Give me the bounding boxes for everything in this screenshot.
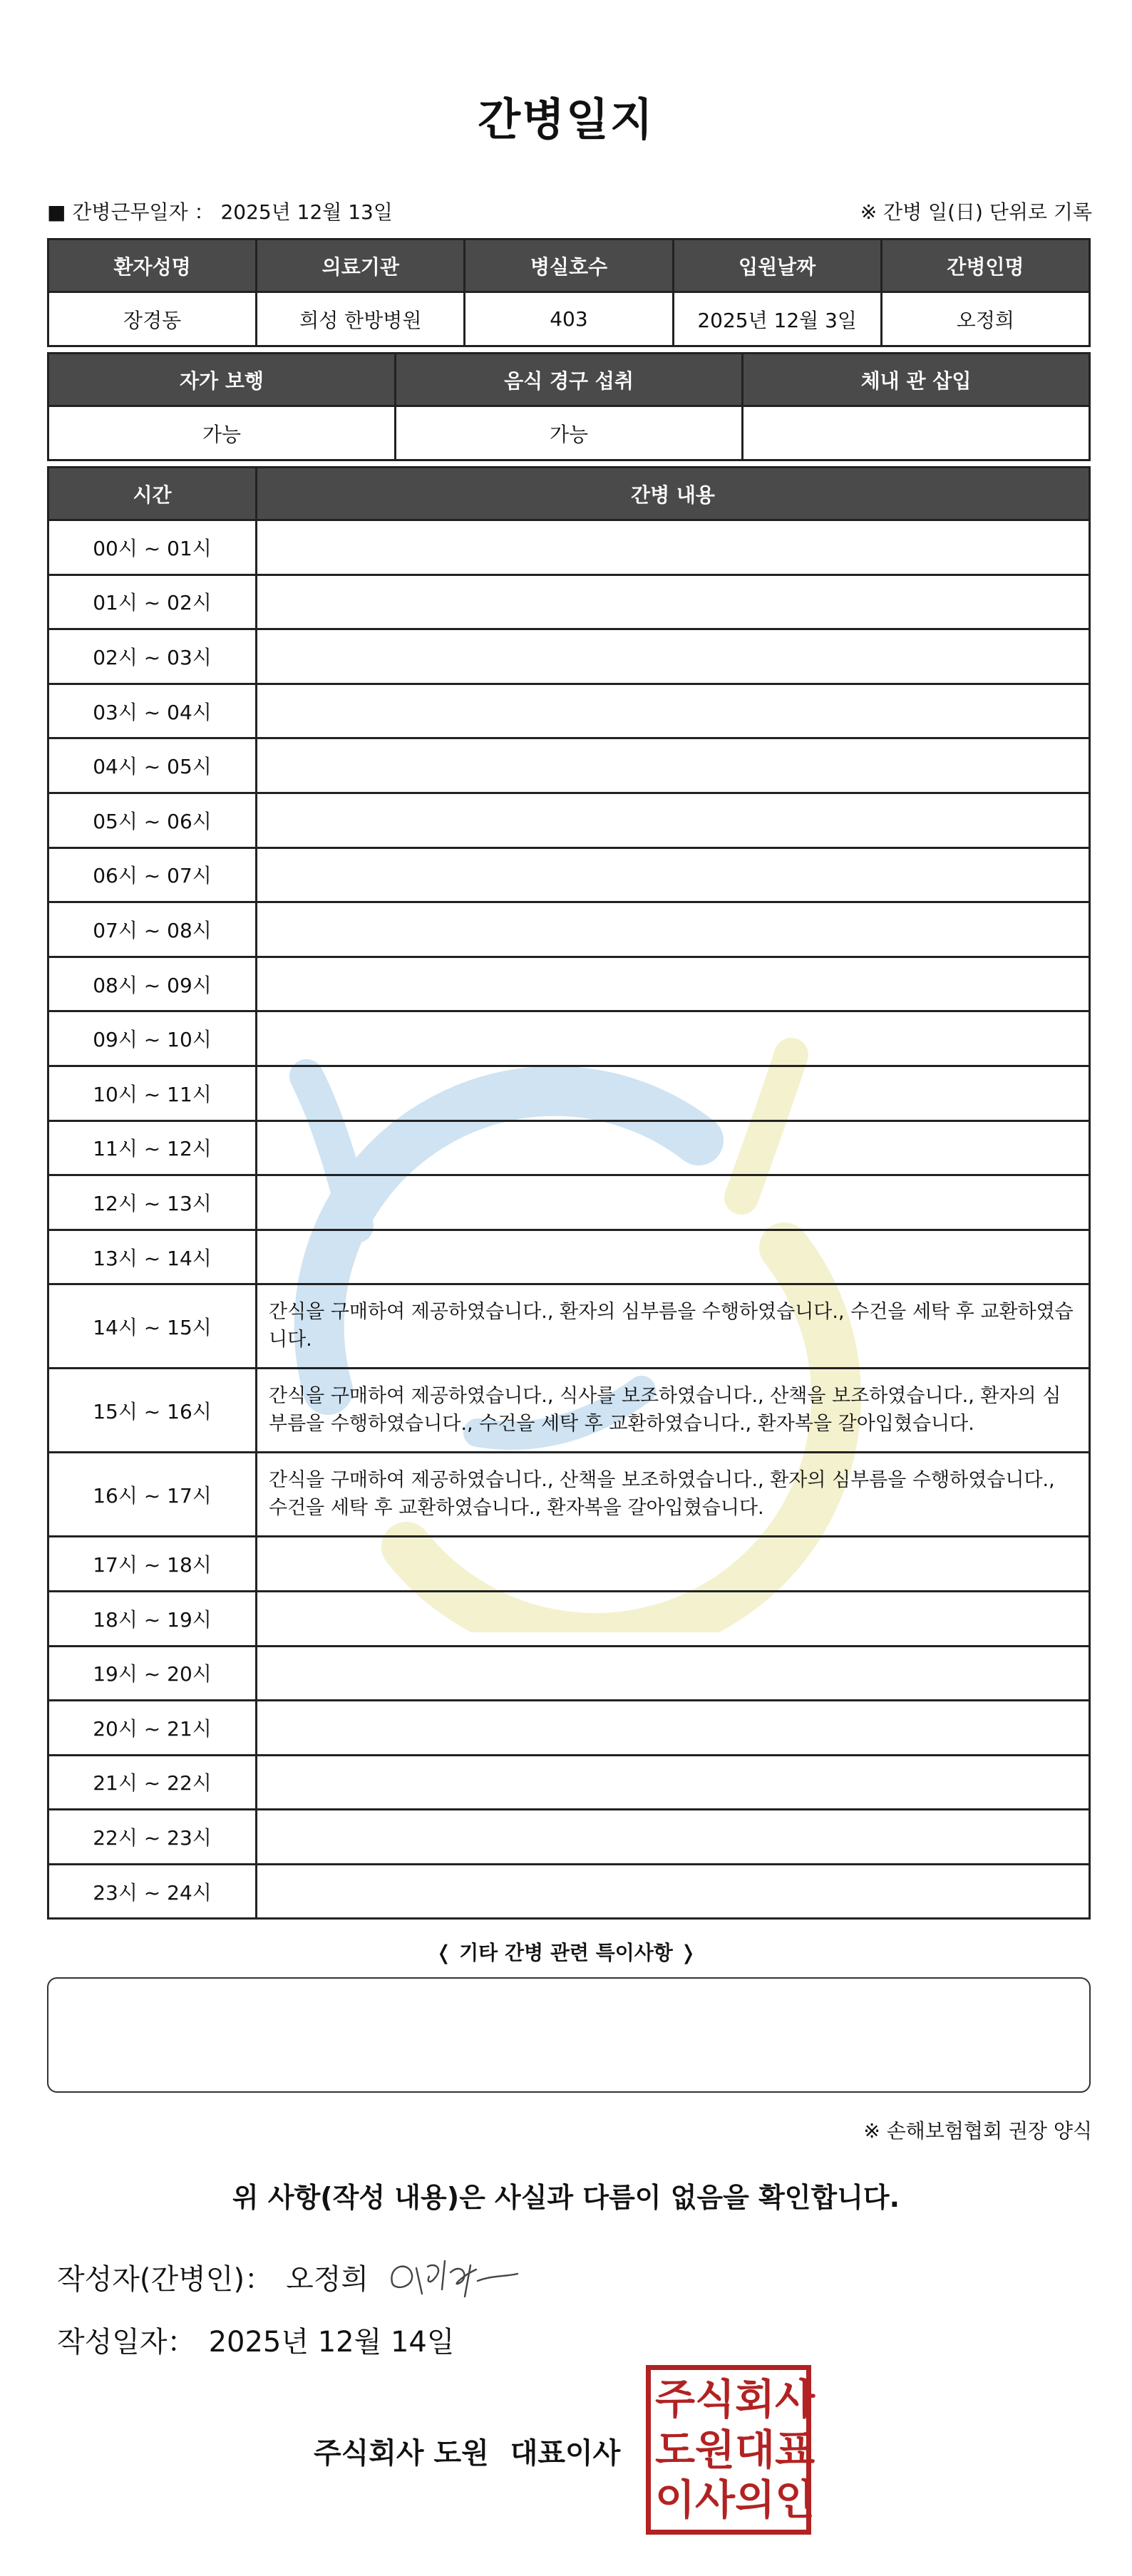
- care-content-cell[interactable]: 간식을 구매하여 제공하였습니다., 환자의 심부름을 수행하였습니다., 수건을 세탁 후 교환하였습니다.: [257, 1284, 1090, 1369]
- work-date: ■ 간병근무일자 ： 2025년 12월 13일: [47, 200, 393, 224]
- header-time: 시간: [48, 468, 257, 520]
- writer-label: 작성자(간병인)：: [57, 2263, 274, 2296]
- table-row: [48, 1537, 1090, 1592]
- care-content-cell[interactable]: 간식을 구매하여 제공하였습니다., 산책을 보조하였습니다., 환자의 심부름을 수행하였습니다., 수건을 세탁 후 교환하였습니다., 환자복을 갈아입혔습니다.: [257, 1453, 1090, 1537]
- time-cell: 04시 ~ 05시: [48, 738, 257, 793]
- seal-character: 이: [655, 2475, 696, 2525]
- table-row: [48, 957, 1090, 1011]
- written-date-line: [57, 2319, 455, 2360]
- care-content-cell[interactable]: [257, 1230, 1090, 1284]
- care-content-cell[interactable]: [257, 1755, 1090, 1810]
- time-cell: 21시 ~ 22시: [48, 1755, 257, 1810]
- notes-field[interactable]: [47, 1977, 1091, 2093]
- time-cell: 09시 ~ 10시: [48, 1011, 257, 1066]
- caregiver-name: 오정희: [881, 292, 1089, 346]
- confirm-statement: 위 사항(작성 내용)은 사실과 다름이 없음을 확인합니다.: [232, 2182, 900, 2213]
- patient-info-table: [47, 238, 1091, 347]
- header-hospital: 의료기관: [257, 239, 465, 292]
- table-row: [48, 793, 1090, 847]
- unit-note: ※ 간병 일(日) 단위로 기록: [860, 200, 1092, 224]
- table-row: [48, 629, 1090, 684]
- seal-character: 사: [775, 2375, 815, 2423]
- time-cell: 05시 ~ 06시: [48, 793, 257, 847]
- time-cell: 23시 ~ 24시: [48, 1864, 257, 1919]
- handwritten-signature-icon: [385, 2247, 520, 2301]
- time-cell: 15시 ~ 16시: [48, 1369, 257, 1453]
- care-schedule-table: [47, 466, 1091, 1920]
- time-cell: 17시 ~ 18시: [48, 1537, 257, 1592]
- care-content-cell[interactable]: [257, 520, 1090, 575]
- table-row: [48, 1230, 1090, 1284]
- header-patient-name: 환자성명: [48, 239, 257, 292]
- care-content-cell[interactable]: [257, 738, 1090, 793]
- care-content-cell[interactable]: [257, 793, 1090, 847]
- table-row: [48, 1369, 1090, 1453]
- table-row: [48, 1864, 1090, 1919]
- hospital: 희성 한방병원: [257, 292, 465, 346]
- care-content-cell[interactable]: [257, 902, 1090, 957]
- seal-character: 회: [735, 2375, 776, 2423]
- care-content-cell[interactable]: [257, 1591, 1090, 1646]
- oral-intake-value: 가능: [396, 406, 743, 460]
- care-content-cell[interactable]: [257, 1066, 1090, 1120]
- time-cell: 18시 ~ 19시: [48, 1591, 257, 1646]
- time-cell: 16시 ~ 17시: [48, 1453, 257, 1537]
- seal-character: 표: [775, 2425, 815, 2474]
- seal-character: 주: [655, 2375, 696, 2423]
- table-row: [48, 1646, 1090, 1701]
- notes-title: ❬ 기타 간병 관련 특이사항 ❭: [435, 1941, 697, 1964]
- care-content-cell[interactable]: 간식을 구매하여 제공하였습니다., 식사를 보조하였습니다., 산책을 보조하였습니다., 환자의 심부름을 수행하였습니다., 수건을 세탁 후 교환하였습니다., 환자복을 갈아입혔습니다.: [257, 1369, 1090, 1453]
- header-care-content: 간병 내용: [257, 468, 1090, 520]
- care-content-cell[interactable]: [257, 684, 1090, 738]
- writer-line: [57, 2257, 369, 2297]
- table-row: [48, 575, 1090, 629]
- header-oral-intake: 음식 경구 섭취: [396, 354, 743, 406]
- table-row: [48, 1453, 1090, 1537]
- time-cell: 20시 ~ 21시: [48, 1701, 257, 1756]
- care-content-cell[interactable]: [257, 1810, 1090, 1865]
- table-row: [48, 1755, 1090, 1810]
- table-row: [48, 738, 1090, 793]
- care-content-cell[interactable]: [257, 1011, 1090, 1066]
- care-content-cell[interactable]: [257, 847, 1090, 902]
- time-cell: 14시 ~ 15시: [48, 1284, 257, 1369]
- tube-insertion-value: [743, 406, 1090, 460]
- time-cell: 00시 ~ 01시: [48, 520, 257, 575]
- time-cell: 06시 ~ 07시: [48, 847, 257, 902]
- admission-date: 2025년 12월 3일: [673, 292, 881, 346]
- time-cell: 12시 ~ 13시: [48, 1175, 257, 1230]
- company-seal-stamp: [646, 2365, 815, 2535]
- table-row: [48, 1120, 1090, 1175]
- seal-character: 대: [735, 2425, 776, 2474]
- page-title: 간병일지: [478, 93, 654, 145]
- header-room: 병실호수: [465, 239, 673, 292]
- company-representative: 대표이사: [510, 2437, 621, 2470]
- time-cell: 01시 ~ 02시: [48, 575, 257, 629]
- written-date-value: 2025년 12월 14일: [208, 2326, 455, 2359]
- patient-name: 장경동: [48, 292, 257, 346]
- header-tube-insertion: 체내 관 삽입: [743, 354, 1090, 406]
- recommend-note: ※ 손해보험협회 권장 양식: [863, 2119, 1092, 2143]
- table-row: [48, 1810, 1090, 1865]
- header-caregiver: 간병인명: [881, 239, 1089, 292]
- table-row: [48, 1066, 1090, 1120]
- room-number: 403: [465, 292, 673, 346]
- table-row: [48, 1284, 1090, 1369]
- company-line: [314, 2431, 620, 2471]
- care-content-cell[interactable]: [257, 1120, 1090, 1175]
- writer-name: 오정희: [286, 2263, 369, 2296]
- seal-character: 식: [695, 2375, 736, 2423]
- header-admission-date: 입원날짜: [673, 239, 881, 292]
- table-row: [48, 1011, 1090, 1066]
- time-cell: 13시 ~ 14시: [48, 1230, 257, 1284]
- care-content-cell[interactable]: [257, 1701, 1090, 1756]
- seal-character: 원: [695, 2425, 736, 2474]
- seal-character: 사: [695, 2475, 736, 2525]
- table-row: [48, 520, 1090, 575]
- table-row: [48, 684, 1090, 738]
- time-cell: 02시 ~ 03시: [48, 629, 257, 684]
- self-walking-value: 가능: [48, 406, 396, 460]
- care-content-cell[interactable]: [257, 1864, 1090, 1919]
- care-content-cell[interactable]: [257, 957, 1090, 1011]
- table-row: [48, 847, 1090, 902]
- header-self-walking: 자가 보행: [48, 354, 396, 406]
- time-cell: 03시 ~ 04시: [48, 684, 257, 738]
- time-cell: 10시 ~ 11시: [48, 1066, 257, 1120]
- time-cell: 11시 ~ 12시: [48, 1120, 257, 1175]
- table-row: [48, 1701, 1090, 1756]
- table-row: [48, 1175, 1090, 1230]
- time-cell: 22시 ~ 23시: [48, 1810, 257, 1865]
- care-content-cell[interactable]: [257, 1537, 1090, 1592]
- seal-character: 인: [775, 2475, 815, 2525]
- care-content-cell[interactable]: [257, 629, 1090, 684]
- time-cell: 07시 ~ 08시: [48, 902, 257, 957]
- care-content-cell[interactable]: [257, 1646, 1090, 1701]
- care-content-cell[interactable]: [257, 575, 1090, 629]
- seal-character: 도: [655, 2425, 696, 2474]
- written-date-label: 작성일자：: [57, 2326, 196, 2359]
- seal-character: 의: [735, 2475, 776, 2525]
- table-row: [48, 1591, 1090, 1646]
- care-content-cell[interactable]: [257, 1175, 1090, 1230]
- time-cell: 08시 ~ 09시: [48, 957, 257, 1011]
- company-name: 주식회사 도원: [314, 2437, 489, 2470]
- patient-status-table: [47, 352, 1091, 461]
- table-row: [48, 902, 1090, 957]
- time-cell: 19시 ~ 20시: [48, 1646, 257, 1701]
